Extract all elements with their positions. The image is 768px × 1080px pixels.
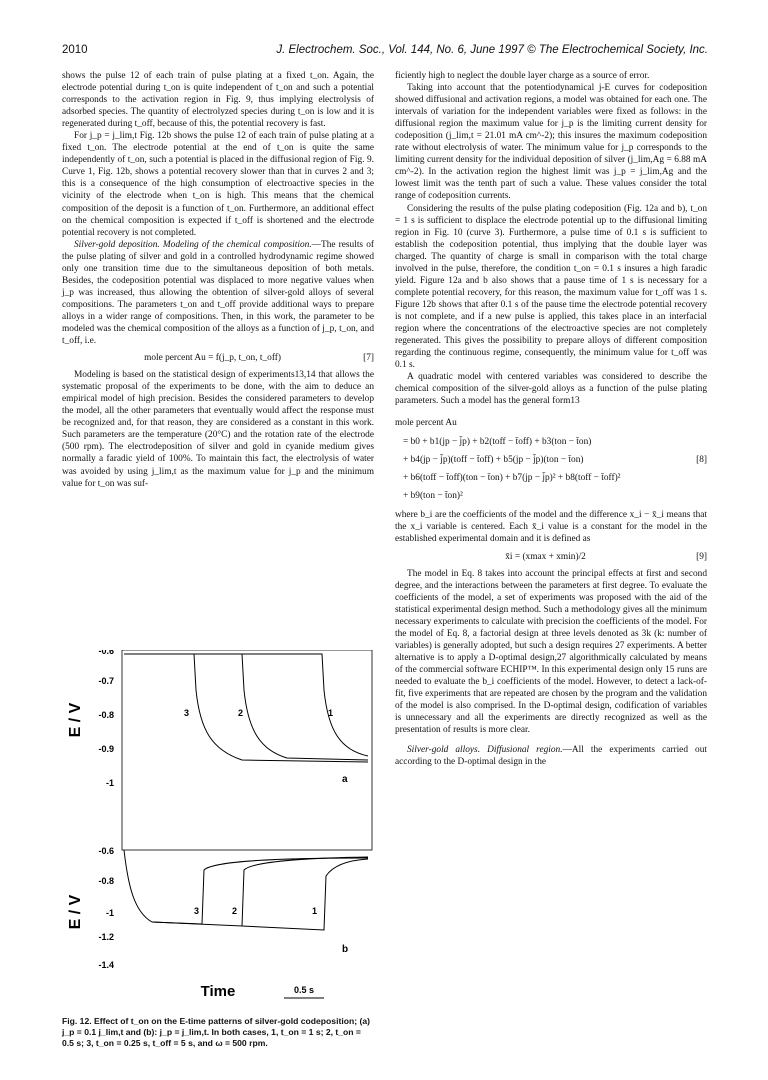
curve-label: 2: [238, 708, 244, 718]
paragraph: For j_p = j_lim,t Fig. 12b shows the pulse 12 of each train of pulse plating at a fixed t_on. The electrode potential at the end of t_on is quite the same independently of t_on, such a potential is placed in the diffusional region of Fig. 9. Curve 1, Fig. 12b, shows a potential recovery slower than that in curves 2 and 3; this is a consequence of the high consumption of electroactive species in the vicinity of the electrode when t_on is high. This means that the chemical composition of the deposit is a function of t_on. Furthermore, an additional effect on the chemical composition is expected if t_off is shortened and the electrode potential recovery is not completed.: [62, 131, 374, 238]
curve-label: 1: [312, 906, 318, 916]
y-axis-label: E / V: [67, 702, 84, 738]
paragraph: where b_i are the coefficients of the model and the difference x_i − x̄_i means that the x_i variable is centered. Each x̄_i value is a constant for the model in the established experimental domain and it is defined as: [395, 510, 707, 545]
x-axis-label: Time: [200, 983, 236, 1000]
panel-b: [67, 846, 368, 970]
curve-label: 1: [328, 708, 334, 718]
section-heading: Silver-gold deposition. Modeling of the chemical composition.: [74, 239, 312, 250]
paragraph: Taking into account that the potentiodynamical j-E curves for codeposition showed diffusional and activation regions, a model was obtained for each one. The intervals of variation for the independent variables were fixed as follows: in the diffusional region the maximum value for j_p is the limiting current density for codeposition (j_lim,t = 21.01 mA cm^-2); this insures the maximum codeposition rate without electrolysis of water. The minimum value for j_p corresponds to the limiting current density for the individual deposition of silver (j_lim,Ag = 6.88 mA cm^-2). In the activation region the highest limit was j_p = j_lim,Ag and the lowest limit was the tenth part of such a value. These values consider the total range of codeposition currents.: [395, 83, 707, 202]
paragraph: Modeling is based on the statistical design of experiments13,14 that allows the systematic proposal of the experiments to be done, with the aim to deduce an empirical model of high precision. Besides the considered parameters to develop the model, all the other parameters that eventually would affect the response must be recognized and, for that reason, they are considered as a constant in this work. Such parameters are the temperature (20°C) and the rotation rate of the electrode (500 rpm). The electrodeposition of silver and gold in cyanide medium gives normally a faradic yield of 100%. To maintain this fact, the electrolysis of water was avoided by using j_lim,t as the maximum value for j_p and the minimum value for t_on was suf-: [62, 370, 374, 489]
panel-label: b: [342, 944, 349, 955]
tick-label: -1.2: [98, 932, 114, 942]
curve-label: 2: [232, 906, 238, 916]
page-number: 2010: [62, 44, 88, 56]
y-axis-label: E / V: [67, 894, 84, 930]
tick-label: -0.8: [98, 876, 114, 886]
panel-a: [67, 650, 372, 850]
paragraph: Silver-gold deposition. Modeling of the chemical composition.—The results of the pulse plating of silver and gold in a controlled hydrodynamic regime showed only one transition time due to the simultaneous deposition of both metals. Besides, the codeposition potential was displaced to more negative values when j_p was increased, thus allowing the obtention of silver-gold alloys of several compositions. The parameters t_on and t_off provide additional ways to prepare alloys in a wider range of compositions. Then, in this work, the parameter to be modeled was the chemical composition of the alloys as a function of j_p, t_on, and t_off, i.e.: [62, 239, 374, 347]
page-header: [62, 44, 708, 60]
equation-8-label: mole percent Au: [395, 418, 457, 429]
paragraph: ficiently high to neglect the double layer charge as a source of error.: [395, 71, 650, 81]
left-column: [62, 70, 374, 490]
paragraph: The model in Eq. 8 takes into account the principal effects at first and second degree, and the interactions between the parameters at first degree. To evaluate the coefficients of the model, a set of experiments was proposed with the aid of the statistical experimental design method. Such a methodology gives all the minimum necessary experiments to calculate with precision the coefficients of the model. For the model of Eq. 8, a factorial design at three levels denoted as 3k (k: number of variables) is generally adopted, but such a design requires 27 experiments. A better alternative is to apply a D-optimal design,27 algorithmically calculated by means of the commercial software ECHIP™. In this experimental design only 15 runs are needed to evaluate the b_i coefficients of the model. However, to detect a lack-of-fit, five experiments that are repeated are chosen by the program and the validation of the model is also comprised. In the D-optimal design, codification of variables is unnecessary and all the experiments are directly recognized as well as the presentation of results is more clear.: [395, 568, 707, 736]
tick-label: -1.4: [98, 960, 114, 970]
curve-3: [124, 850, 368, 924]
tick-label: -0.9: [98, 744, 114, 754]
journal-citation: J. Electrochem. Soc., Vol. 144, No. 6, June 1997 © The Electrochemical Society, Inc.: [276, 44, 708, 56]
scale-bar-label: 0.5 s: [293, 985, 315, 995]
curve-1: [242, 859, 368, 930]
panel-label: a: [342, 774, 348, 785]
right-column: [395, 70, 707, 768]
equation-7: mole percent Au = f(j_p, t_on, t_off) [7]: [144, 353, 374, 364]
curve-label: 3: [194, 906, 200, 916]
section-heading: Silver-gold alloys. Diffusional region.: [407, 745, 563, 756]
paragraph: Silver-gold alloys. Diffusional region.—All the experiments carried out according to the D-optimal design in the: [395, 745, 707, 768]
paragraph: A quadratic model with centered variables was considered to describe the chemical composition of the silver-gold alloys as a function of the pulse plating parameters. Such a model has the general form13: [395, 372, 707, 407]
curve-2: [194, 654, 368, 760]
tick-label: -0.6: [98, 846, 114, 856]
equation-8: = b0 + b1(jp − j̄p) + b2(toff − t̄off) + b3(ton − t̄on) + b4(jp − j̄p)(toff − t̄off) + b5(jp − j̄p)(ton − t̄on) [8] + b6(toff − t̄off)(ton − t̄on) + b7(jp − j̄p)² + b8(toff − t̄off)² + b9(ton − t̄on)²: [403, 437, 707, 502]
figure-caption: Fig. 12. Effect of t_on on the E-time patterns of silver-gold codeposition; (a) j_p = 0.1 j_lim,t and (b): j_p = j_lim,t. In both cases, 1, t_on = 1 s; 2, t_on = 0.5 s; 3, t_on = 0.25 s, t_off = 5 s, and ω = 500 rpm.: [62, 1016, 370, 1048]
tick-label: -0.8: [98, 710, 114, 720]
figure-plot: [62, 650, 374, 1010]
curve-label: 3: [184, 708, 190, 718]
equation-9: x̄i = (xmax + xmin)/2 [9]: [505, 551, 707, 562]
tick-label: -1: [105, 778, 114, 788]
tick-label: -0.7: [98, 676, 114, 686]
curve-1: [242, 654, 368, 756]
paragraph: shows the pulse 12 of each train of pulse plating at a fixed t_on. Again, the electrode potential during t_on is quite independent of t_on and such a potential corresponds to the activation region in Fig. 9, thus implying electrolysis of adsorbed species. The quantity of electrolyzed species during t_on is low and it is regenerated during t_off, because of this, the potential recovery is fast.: [62, 71, 374, 130]
panel-a-frame: [122, 650, 372, 850]
tick-label: -1: [105, 908, 114, 918]
tick-label: -0.6: [98, 650, 114, 656]
figure-12: [62, 650, 374, 1030]
paragraph: Considering the results of the pulse plating codeposition (Fig. 12a and b), t_on = 1 s is sufficient to displace the electrode potential up to the diffusional limiting region in Fig. 10 (curve 3). Furthermore, a pulse time of 0.1 s is sufficient to establish the codeposition potential, thus implying that the double layer was charged. The quantity of charge is small in comparison with the total charge involved in the pulse, therefore, the condition t_on = 0.1 s insures a high faradic yield. Figure 12a and b also shows that a pause time of 1 s is necessary for a complete potential recovery, for this reason, the maximum value for t_off was 1 s. Figure 12b shows that after 0.1 s of the pause time the electrode potential recovery is not complete, and if a new pulse is applied, this takes place in an interfacial region where the concentrations of the electroactive species are not completely regenerated. This gives the possibility to prepare alloys of different composition regarding the continuous regime, consequently, the minimum value for t_off was 0.1 s.: [395, 203, 707, 371]
